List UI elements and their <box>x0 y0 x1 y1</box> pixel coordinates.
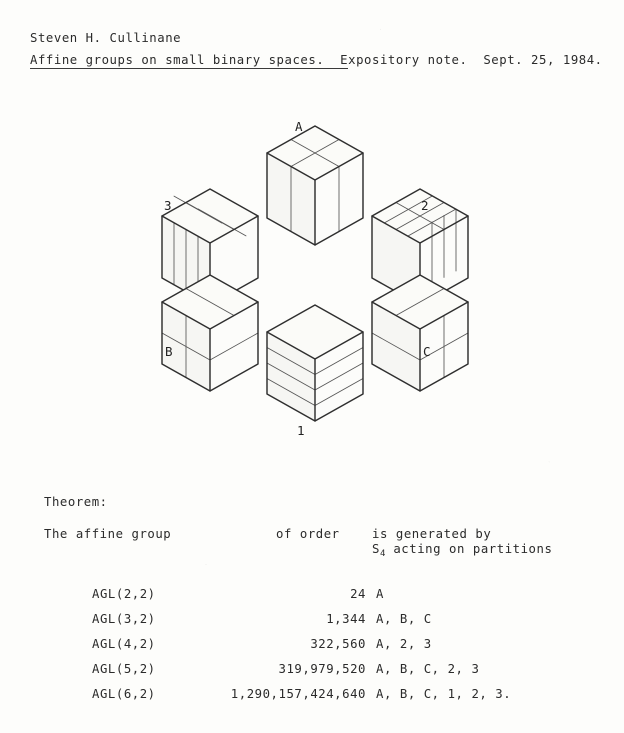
s-subscript: 4 <box>379 549 386 559</box>
cell-order: 322,560 <box>310 637 366 651</box>
theorem-section <box>44 495 604 712</box>
cube-label-A: A <box>295 119 304 134</box>
table-row <box>44 637 604 662</box>
cell-order: 1,344 <box>326 612 366 626</box>
document-header <box>30 28 610 71</box>
s-symbol: S <box>372 542 380 556</box>
theorem-table-header <box>44 527 604 573</box>
theorem-heading: Theorem: <box>44 495 108 509</box>
table-row <box>44 587 604 612</box>
cell-order: 319,979,520 <box>278 662 366 676</box>
cube-A <box>267 126 363 245</box>
column-header-generated-by: is generated by <box>372 527 492 541</box>
cell-group: AGL(2,2) <box>92 587 156 601</box>
diagram-svg <box>140 105 490 450</box>
cube-label-1: 1 <box>297 423 306 438</box>
cell-group: AGL(5,2) <box>92 662 156 676</box>
table-row <box>44 662 604 687</box>
cell-generated-by: A, B, C, 1, 2, 3. <box>376 687 512 701</box>
cube-label-C: C <box>423 344 432 359</box>
theorem-table-body <box>44 587 604 712</box>
title-line-wrapper <box>30 49 603 71</box>
cell-generated-by: A, B, C, 2, 3 <box>376 662 480 676</box>
title-underline <box>30 68 348 69</box>
cube-B <box>162 275 258 391</box>
cube-C <box>372 275 468 391</box>
author-line: Steven H. Cullinane <box>30 31 182 45</box>
cube-label-2: 2 <box>421 198 430 213</box>
table-row <box>44 612 604 637</box>
cell-generated-by: A, 2, 3 <box>376 637 432 651</box>
cell-generated-by: A <box>376 587 384 601</box>
cell-generated-by: A, B, C <box>376 612 432 626</box>
cube-partition-diagram <box>140 105 490 450</box>
column-header-generated-by-sub <box>372 542 552 559</box>
cell-order: 1,290,157,424,640 <box>230 687 366 701</box>
cell-group: AGL(6,2) <box>92 687 156 701</box>
column-header-group: The affine group <box>44 527 172 541</box>
column-header-order: of order <box>276 527 340 541</box>
cube-label-3: 3 <box>164 198 173 213</box>
s-rest: acting on partitions <box>385 542 553 556</box>
cell-order: 24 <box>350 587 366 601</box>
table-row <box>44 687 604 712</box>
cell-group: AGL(4,2) <box>92 637 156 651</box>
cell-group: AGL(3,2) <box>92 612 156 626</box>
cube-label-B: B <box>165 344 174 359</box>
page-title: Affine groups on small binary spaces. Expository note. Sept. 25, 1984. <box>30 53 603 67</box>
cube-1 <box>267 305 363 421</box>
